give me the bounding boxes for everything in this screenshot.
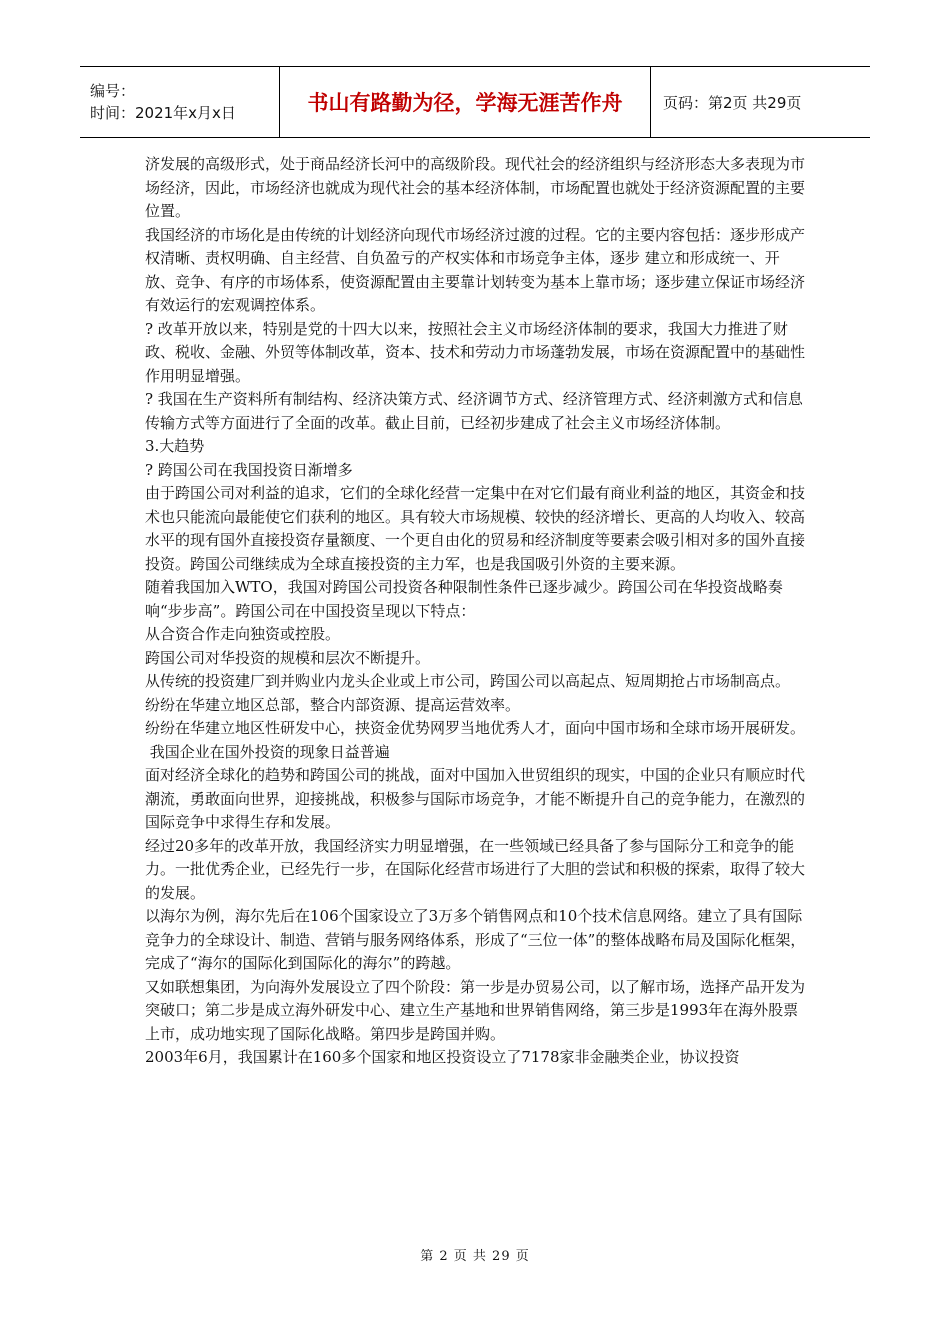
subsection-heading: ? 跨国公司在我国投资日渐增多 xyxy=(145,460,353,479)
list-item: 跨国公司对华投资的规模和层次不断提升。 xyxy=(145,648,431,667)
paragraph: ? 我国在生产资料所有制结构、经济决策方式、经济调节方式、经济管理方式、经济刺激方式和信息传输方式等方面进行了全面的改革。截止目前，已经初步建成了社会主义市场经济体制。 xyxy=(145,390,803,432)
list-item: 从传统的投资建厂到并购业内龙头企业或上市公司，跨国公司以高起点、短周期抢占市场制高点。 xyxy=(145,672,791,690)
paragraph: 2003年6月，我国累计在160多个国家和地区投资设立了7178家非金融类企业，协议投资 xyxy=(145,1048,740,1066)
paragraph: 又如联想集团，为向海外发展设立了四个阶段：第一步是办贸易公司，以了解市场，选择产品开发为突破口；第二步是成立海外研发中心、建立生产基地和世界销售网络，第三步是1993年在海外股票上市，成功地实现了国际化战略。第四步是跨国并购。 xyxy=(145,977,806,1043)
paragraph: 我国经济的市场化是由传统的计划经济向现代市场经济过渡的过程。它的主要内容包括：逐步形成产权清晰、责权明确、自主经营、自负盈亏的产权实体和市场竞争主体，逐步 建立和形成统一、开放、竞争、有序的市场体系，使资源配置由主要靠计划转变为基本上靠市场；逐步建立保证市场经济有效运行的宏观调控体系。 xyxy=(145,225,806,314)
subsection-heading: 我国企业在国外投资的现象日益普遍 xyxy=(145,742,390,761)
header-motto: 书山有路勤为径，学海无涯苦作舟 xyxy=(307,91,623,115)
paragraph: 由于跨国公司对利益的追求，它们的全球化经营一定集中在对它们最有商业利益的地区，其资金和技术也只能流向最能使它们获利的地区。具有较大市场规模、较快的经济增长、更高的人均收入、较高水平的现有国外直接投资存量额度、一个更自由化的贸易和经济制度等要素会吸引相对多的国外直接投资。跨国公司继续成为全球直接投资的主力军，也是我国吸引外资的主要来源。 xyxy=(145,484,806,573)
paragraph: 随着我国加入WTO，我国对跨国公司投资各种限制性条件已逐步减少。跨国公司在华投资战略奏响“步步高”。跨国公司在中国投资呈现以下特点： xyxy=(145,578,783,620)
page-info-text: 页码：第2页 共29页 xyxy=(663,93,802,112)
list-item: 从合资合作走向独资或控股。 xyxy=(145,625,341,643)
paragraph: 以海尔为例，海尔先后在106个国家设立了3万多个销售网点和10个技术信息网络。建立了具有国际竞争力的全球设计、制造、营销与服务网络体系，形成了“三位一体”的整体战略布局及国际化框架，完成了“海尔的国际化到国际化的海尔”的跨越。 xyxy=(145,907,806,972)
paragraph: 经过20多年的改革开放，我国经济实力明显增强，在一些领域已经具备了参与国际分工和竞争的能力。一批优秀企业，已经先行一步，在国际化经营市场进行了大胆的尝试和积极的探索，取得了较大的发展。 xyxy=(145,836,806,902)
document-date: 时间：2021年x月x日 xyxy=(90,104,236,122)
header-motto-cell xyxy=(280,67,651,137)
document-body xyxy=(145,153,808,1070)
list-item: 纷纷在华建立地区性研发中心，挟资金优势网罗当地优秀人才，面向中国市场和全球市场开展研发。 xyxy=(145,719,806,737)
document-number: 编号： xyxy=(90,82,136,100)
header-page-info xyxy=(651,67,870,137)
list-item: 纷纷在华建立地区总部，整合内部资源、提高运营效率。 xyxy=(145,695,521,714)
page-footer: 第 2 页 共 29 页 xyxy=(420,1249,530,1264)
section-heading: 3.大趋势 xyxy=(145,437,205,455)
paragraph: ? 改革开放以来，特别是党的十四大以来，按照社会主义市场经济体制的要求，我国大力推进了财政、税收、金融、外贸等体制改革，资本、技术和劳动力市场蓬勃发展，市场在资源配置中的基础性作用明显增强。 xyxy=(145,319,806,385)
page-header xyxy=(80,66,870,138)
paragraph: 面对经济全球化的趋势和跨国公司的挑战，面对中国加入世贸组织的现实，中国的企业只有顺应时代潮流，勇敢面向世界，迎接挑战，积极参与国际市场竞争，才能不断提升自己的竞争能力，在激烈的国际竞争中求得生存和发展。 xyxy=(145,766,806,831)
header-meta xyxy=(80,67,280,137)
paragraph: 济发展的高级形式，处于商品经济长河中的高级阶段。现代社会的经济组织与经济形态大多表现为市场经济，因此，市场经济也就成为现代社会的基本经济体制，市场配置也就处于经济资源配置的主要位置。 xyxy=(145,155,806,220)
